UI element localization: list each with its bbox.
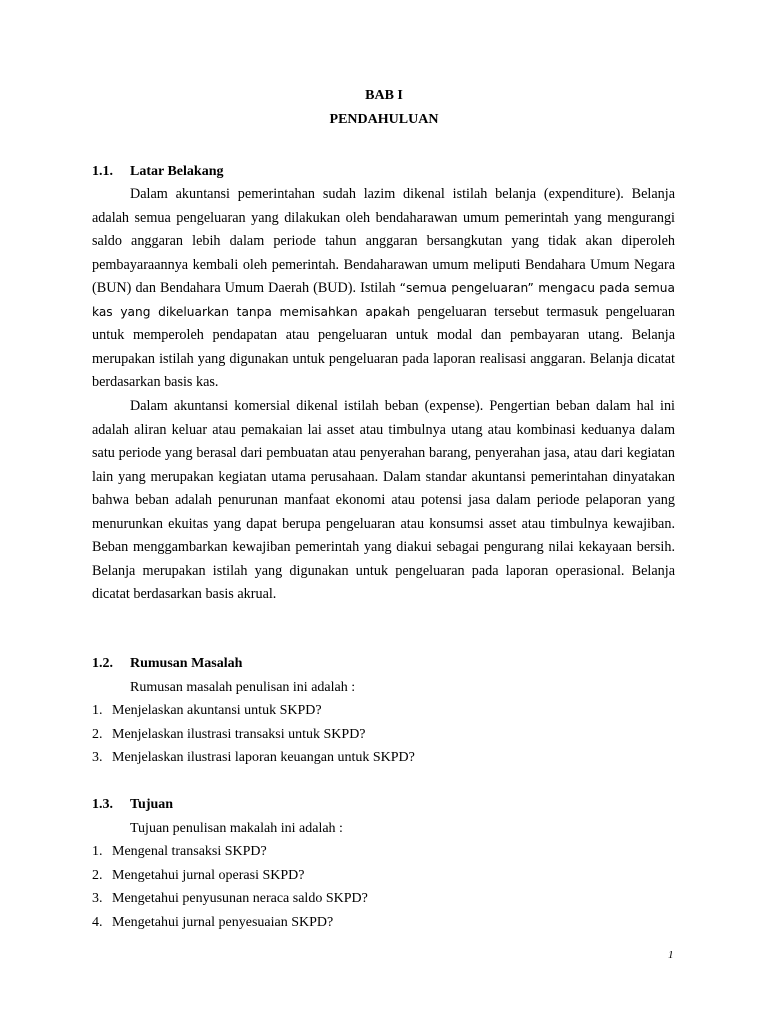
section-number: 1.3. <box>92 797 113 812</box>
paragraph-text: pengeluaran tersebut termasuk pengeluaran untuk memperoleh pendapatan atau pengeluaran untuk modal dan pembayaran utang. Belanja merupakan istilah yang digunakan untuk pengeluaran pada laporan realisasi anggaran. Belanja dicatat berdasarkan basis kas. <box>92 303 676 390</box>
section-number: 1.2. <box>92 656 113 671</box>
list-item: 1. Mengenal transaksi SKPD? <box>92 844 267 859</box>
chapter-number: BAB I <box>365 88 403 103</box>
list-item: 4. Mengetahui jurnal penyesuaian SKPD? <box>92 915 334 930</box>
section-intro: Rumusan masalah penulisan ini adalah : <box>130 680 356 695</box>
section-title: Tujuan <box>130 797 174 812</box>
list-item: 3. Menjelaskan ilustrasi laporan keuangan untuk SKPD? <box>92 750 415 765</box>
quoted-phrase: “semua pengeluaran” mengacu pada semua kas yang dikeluarkan tanpa memisahkan apakah <box>92 281 675 319</box>
section-heading-tujuan <box>92 797 173 813</box>
paragraph-beban: Dalam akuntansi komersial dikenal istilah beban (expense). Pengertian beban dalam hal ini adalah aliran keluar atau pemakaian lai asset atau timbulnya utang atau kombinasi keduanya dalam satu periode yang berasal dari pembuatan atau penyerahan barang, penyerahan jasa, atau dari kegiatan lain yang merupakan kegiatan utama perusahaan. Dalam standar akuntansi pemerintahan dinyatakan bahwa beban adalah penurunan manfaat ekonomi atau potensi jasa dalam periode pelaporan yang menurunkan ekuitas yang dapat berupa pengeluaran atau konsumsi asset atau timbulnya kewajiban. Beban menggambarkan kewajiban pemerintah yang diakui sebagai pengurang nilai kekayaan bersih. Belanja merupakan istilah yang digunakan untuk pengeluaran pada laporan operasional. Belanja dicatat berdasarkan basis akrual. <box>92 398 675 602</box>
list-item: 1. Menjelaskan akuntansi untuk SKPD? <box>92 703 322 718</box>
list-item: 2. Menjelaskan ilustrasi transaksi untuk SKPD? <box>92 727 366 742</box>
list-item: 2. Mengetahui jurnal operasi SKPD? <box>92 868 305 883</box>
section-title: Rumusan Masalah <box>130 656 243 671</box>
section-heading-latar-belakang <box>92 164 223 180</box>
section-intro: Tujuan penulisan makalah ini adalah : <box>130 821 343 836</box>
list-item: 3. Mengetahui penyusunan neraca saldo SKPD? <box>92 891 368 906</box>
section-title: Latar Belakang <box>130 164 224 179</box>
paragraph-text: Dalam akuntansi pemerintahan sudah lazim dikenal istilah belanja (expenditure). Belanja adalah semua pengeluaran yang dilakukan oleh bendaharawan umum pemerintah yang mengurangi saldo anggaran lebih dalam periode tahun anggaran bersangkutan yang tidak akan diperoleh pembayaraannya kembali oleh pemerintah. Bendaharawan umum meliputi Bendahara Umum Negara (BUN) dan Bendahara Umum Daerah (BUD). Istilah <box>92 186 675 296</box>
section-heading-rumusan-masalah <box>92 656 242 672</box>
section-number: 1.1. <box>92 164 113 179</box>
chapter-title: PENDAHULUAN <box>329 112 439 127</box>
page-number: 1 <box>668 949 674 961</box>
paragraph-belanja <box>92 183 675 395</box>
